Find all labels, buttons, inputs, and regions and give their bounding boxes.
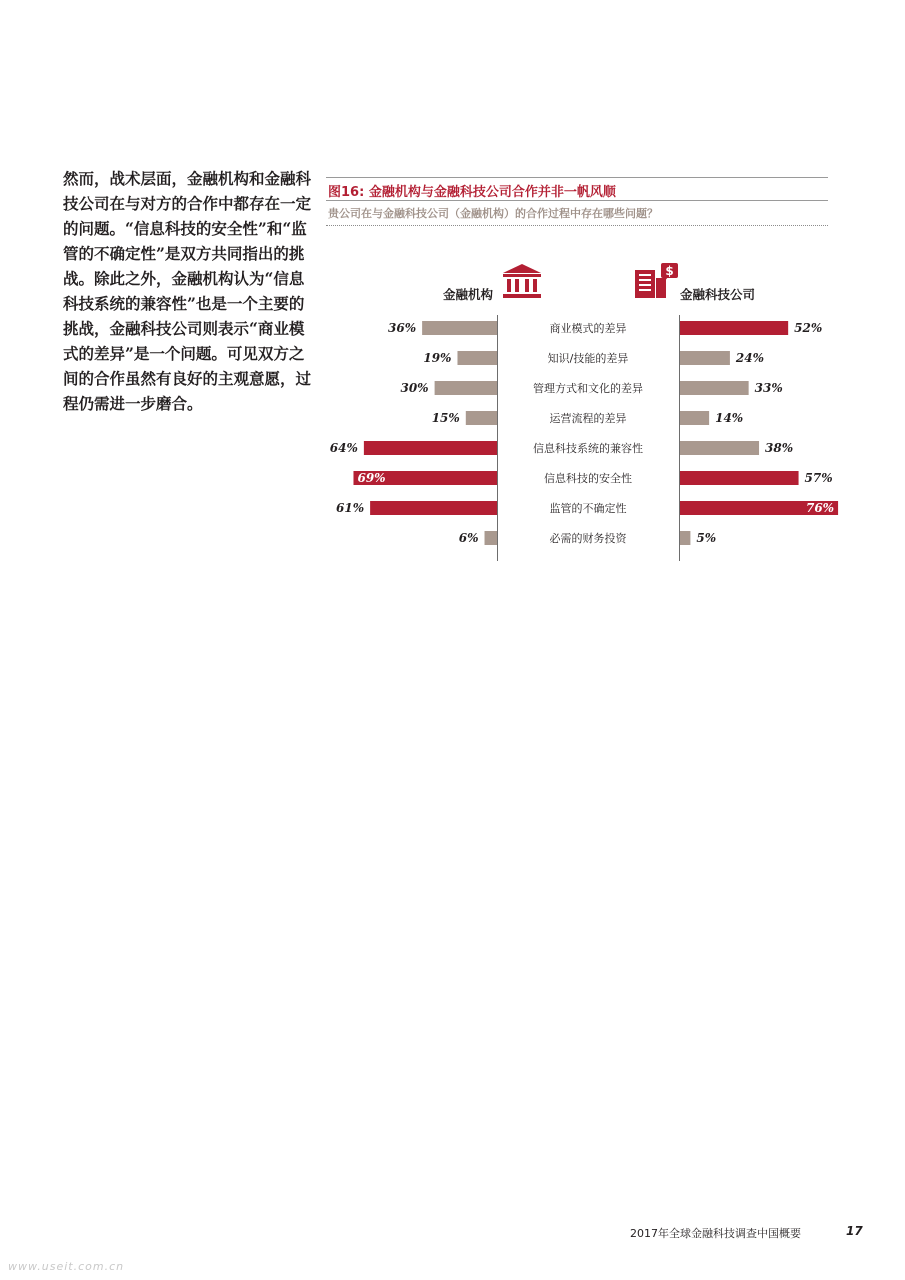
page-number: 17 xyxy=(846,1224,863,1238)
left-bar xyxy=(457,351,497,365)
left-value-label: 19% xyxy=(423,351,452,365)
left-value-label: 69% xyxy=(357,471,386,485)
right-value-label: 24% xyxy=(735,351,765,365)
left-value-label: 15% xyxy=(431,411,460,425)
figure-subtitle: 贵公司在与金融科技公司（金融机构）的合作过程中存在哪些问题？ xyxy=(328,207,658,220)
right-bar xyxy=(680,411,709,425)
footer-title: 2017年全球金融科技调查中国概要 xyxy=(630,1227,801,1240)
left-bar xyxy=(422,321,497,335)
left-value-label: 36% xyxy=(388,321,417,335)
left-bar xyxy=(370,501,497,515)
left-value-label: 6% xyxy=(458,531,479,545)
left-bar xyxy=(485,531,497,545)
svg-text:$: $ xyxy=(665,264,674,278)
right-value-label: 76% xyxy=(805,501,835,515)
butterfly-bar-chart xyxy=(0,0,905,600)
right-value-label: 38% xyxy=(765,441,794,455)
right-bar xyxy=(680,441,759,455)
category-label: 必需的财务投资 xyxy=(549,532,627,545)
right-group-label: 金融科技公司 xyxy=(680,287,756,302)
right-bar xyxy=(680,381,749,395)
category-label: 监管的不确定性 xyxy=(549,502,627,515)
right-bar xyxy=(680,321,788,335)
category-label: 知识/技能的差异 xyxy=(547,352,629,365)
figure-title: 图16: 金融机构与金融科技公司合作并非一帆风顺 xyxy=(328,185,616,200)
right-value-label: 57% xyxy=(804,471,833,485)
right-value-label: 52% xyxy=(794,321,823,335)
right-bar xyxy=(680,531,690,545)
left-bar xyxy=(364,441,497,455)
category-label: 运营流程的差异 xyxy=(549,412,627,425)
right-bar xyxy=(680,351,730,365)
left-group-label: 金融机构 xyxy=(443,287,494,302)
right-value-label: 5% xyxy=(696,531,717,545)
left-value-label: 64% xyxy=(329,441,358,455)
left-value-label: 30% xyxy=(400,381,429,395)
category-label: 信息科技的安全性 xyxy=(544,472,632,485)
right-value-label: 14% xyxy=(715,411,744,425)
left-bar xyxy=(435,381,497,395)
left-bar xyxy=(466,411,497,425)
body-paragraph: 然而，战术层面，金融机构和金融科技公司在与对方的合作中都存在一定的问题。“信息科技的安全性”和“监管的不确定性”是双方共同指出的挑战。除此之外，金融机构认为“信息科技系统的兼容性”也是一个主要的挑战，金融科技公司则表示“商业模式的差异”是一个问题。可见双方之间的合作虽然有良好的主观意愿，过程仍需进一步磨合。 xyxy=(63,169,312,413)
left-value-label: 61% xyxy=(336,501,365,515)
category-label: 信息科技系统的兼容性 xyxy=(533,442,643,455)
category-label: 商业模式的差异 xyxy=(549,322,627,335)
category-label: 管理方式和文化的差异 xyxy=(533,382,643,395)
right-bar xyxy=(680,471,799,485)
right-value-label: 33% xyxy=(754,381,783,395)
watermark: www.useit.com.cn xyxy=(8,1260,125,1273)
